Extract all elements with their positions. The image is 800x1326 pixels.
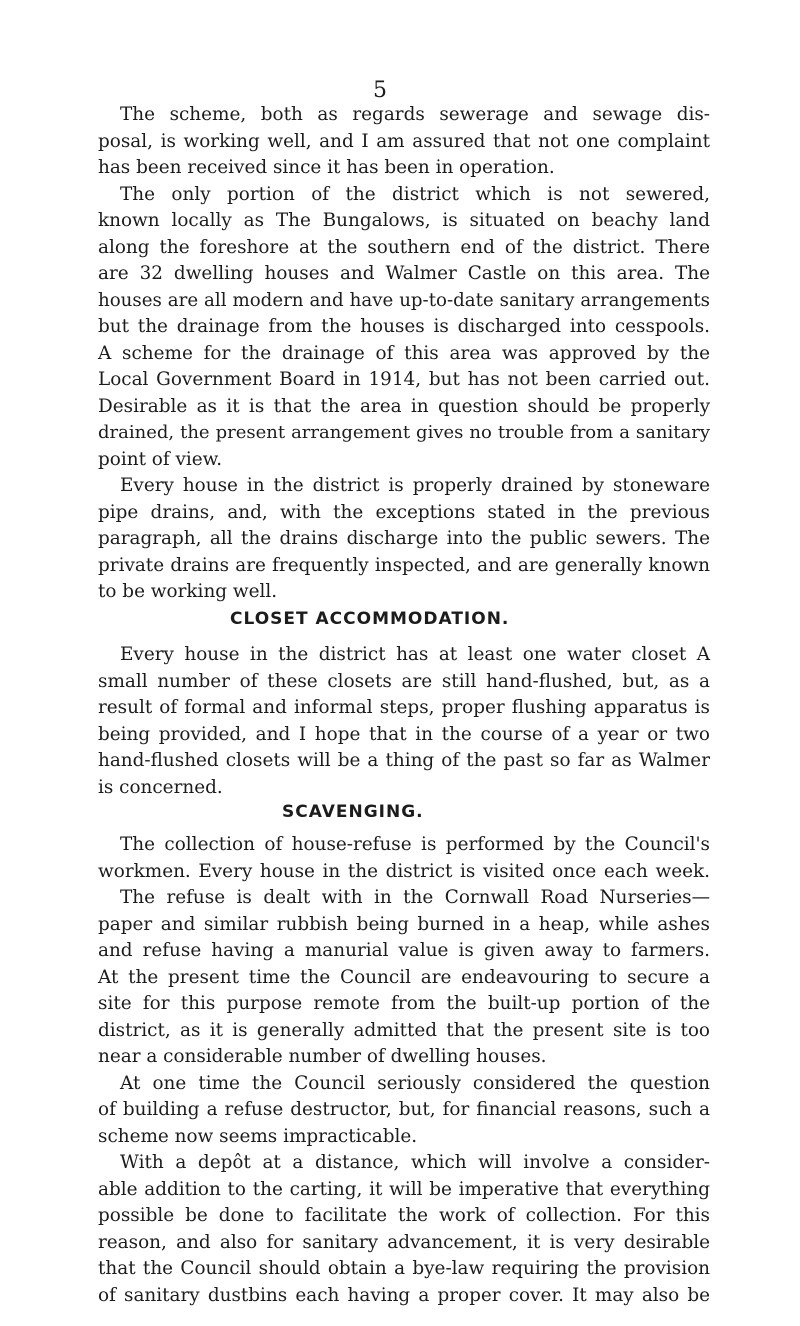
text-line: has been received since it has been in operation. [98,157,555,178]
page-number: 5 [373,78,387,103]
text-line: The only portion of the district which is not sewered, [120,183,710,205]
text-line: Desirable as it is that the area in question should be properly [98,395,710,417]
text-line: of sanitary dustbins each having a proper cover. It may also be [98,1284,710,1306]
text-line: scheme now seems impracticable. [98,1125,418,1147]
text-line: At one time the Council seriously considered the question [120,1072,710,1094]
text-line: reason, and also for sanitary advancement, it is very desirable [98,1231,710,1253]
text-line: private drains are frequently inspected, and are generally known [98,554,710,576]
scavenging-heading: SCAVENGING. [282,802,424,822]
text-line: paper and similar rubbish being burned in a heap, while ashes [98,913,710,935]
text-line: being provided, and I hope that in the course of a year or two [98,723,710,745]
text-line: result of formal and informal steps, proper flushing apparatus is [98,697,710,718]
text-line: known locally as The Bungalows, is situated on beachy land [98,210,710,231]
text-line: hand-flushed closets will be a thing of the past so far as Walmer [98,750,710,771]
text-line: The refuse is dealt with in the Cornwall Road Nurseries— [120,887,710,908]
text-line: site for this purpose remote from the built-up portion of the [98,993,710,1014]
text-line: near a considerable number of dwelling houses. [98,1046,547,1067]
text-line: Every house in the district is properly drained by stoneware [120,475,710,496]
text-line: but the drainage from the houses is discharged into cesspools. [98,316,710,337]
text-line: possible be done to facilitate the work of collection. For this [98,1205,710,1226]
closet-accommodation-heading: CLOSET ACCOMMODATION. [230,609,510,629]
text-line: that the Council should obtain a bye-law requiring the provision [98,1258,710,1279]
closet-section [98,642,710,801]
scavenging-section [98,832,710,1309]
text-line: small number of these closets are still hand-flushed, but, as a [98,670,710,692]
text-line: A scheme for the drainage of this area was approved by the [98,342,710,364]
text-line: able addition to the carting, it will be imperative that everything [98,1178,710,1200]
text-line: of building a refuse destructor, but, for financial reasons, such a [98,1099,710,1120]
text-line: is concerned. [98,776,223,798]
text-line: district, as it is generally admitted that the present site is too [98,1019,710,1041]
text-line: At the present time the Council are endeavouring to secure a [98,966,710,988]
text-line: With a depôt at a distance, which will involve a consider- [120,1152,710,1173]
text-line: pipe drains, and, with the exceptions stated in the previous [98,501,710,523]
text-line: workmen. Every house in the district is visited once each week. [98,860,710,882]
text-line: paragraph, all the drains discharge into the public sewers. The [98,528,710,549]
text-line: The collection of house-refuse is performed by the Council's [120,834,710,855]
text-line: and refuse having a manurial value is given away to farmers. [98,940,710,961]
text-line: along the foreshore at the southern end of the district. There [98,236,710,258]
sewerage-section [98,102,710,606]
text-line: Every house in the district has at least one water closet A [120,644,710,665]
text-line: posal, is working well, and I am assured that not one complaint [98,130,710,152]
text-line: are 32 dwelling houses and Walmer Castle on this area. The [98,263,710,284]
text-line: houses are all modern and have up-to-date sanitary arrangements [98,289,710,311]
text-line: to be working well. [98,581,278,602]
text-line: The scheme, both as regards sewerage and sewage dis- [120,104,710,125]
text-line: Local Government Board in 1914, but has not been carried out. [98,369,710,390]
text-line: drained, the present arrangement gives no trouble from a sanitary [98,422,710,443]
text-line: point of view. [98,448,223,470]
